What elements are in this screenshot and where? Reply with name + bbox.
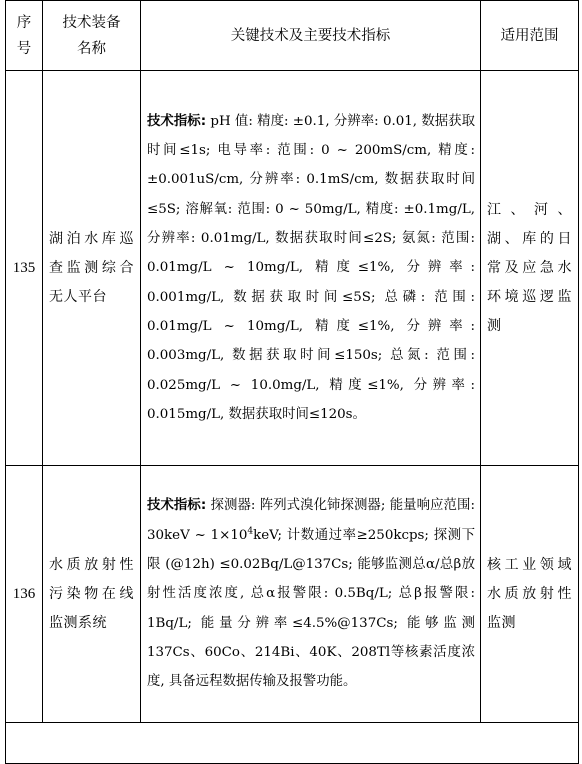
row-number: 136 [6,466,43,723]
equipment-table [5,0,579,764]
technical-spec: 技术指标: 探测器: 阵列式溴化铈探测器; 能量响应范围: 30keV ~ $1\times 10^4keV$; 计数通过率≥250kcps; 探测下限 (@12h) ≤0.02Bq/L@137Cs; 能够监测总α/总β放射性活度浓度, 总α报警限: 0.5Bq/L; 总β报警限: 1Bq/L; 能量分辨率≤4.5%@137Cs; 能够监测137Cs、60Co、214Bi、40K、208Tl等核素活度浓度, 具备远程数据传输及报警功能。 [141,466,481,723]
header-equipment-name: 技术装备 名称 [43,1,141,71]
header-no: 序 号 [6,1,43,71]
application-scope: 核工业领域水质放射性监测 [481,466,579,723]
header-scope: 适用范围 [481,1,579,71]
table-continuation-row [6,723,579,764]
application-scope: 江、河、湖、库的日常及应急水环境巡逻监测 [481,71,579,466]
table-header-row [6,1,579,71]
table-row [6,71,579,466]
row-number: 135 [6,71,43,466]
table-row [6,466,579,723]
equipment-name: 水质放射性污染物在线监测系统 [43,466,141,723]
equipment-name: 湖泊水库巡查监测综合无人平台 [43,71,141,466]
header-spec: 关键技术及主要技术指标 [141,1,481,71]
continuation-cell [6,723,579,764]
technical-spec: 技术指标: pH 值: 精度: ±0.1, 分辨率: 0.01, 数据获取时间≤1s; 电导率: 范围: 0 ~ 200mS/cm, 精度: ±0.001uS/cm, 分辨率: 0.1mS/cm, 数据获取时间≤5S; 溶解氧: 范围: 0 ~ 50mg/L, 精度: ±0.1mg/L, 分辨率: 0.01mg/L, 数据获取时间≤2S; 氨氮: 范围: 0.01mg/L ~ 10mg/L, 精度≤1%, 分辨率: 0.001mg/L, 数据获取时间≤5S; 总磷: 范围: 0.01mg/L ~ 10mg/L, 精度≤1%, 分辨率: 0.003mg/L, 数据获取时间≤150s; 总氮: 范围: 0.025mg/L ~ 10.0mg/L, 精度≤1%, 分辨率: 0.015mg/L, 数据获取时间≤120s。 [141,71,481,466]
